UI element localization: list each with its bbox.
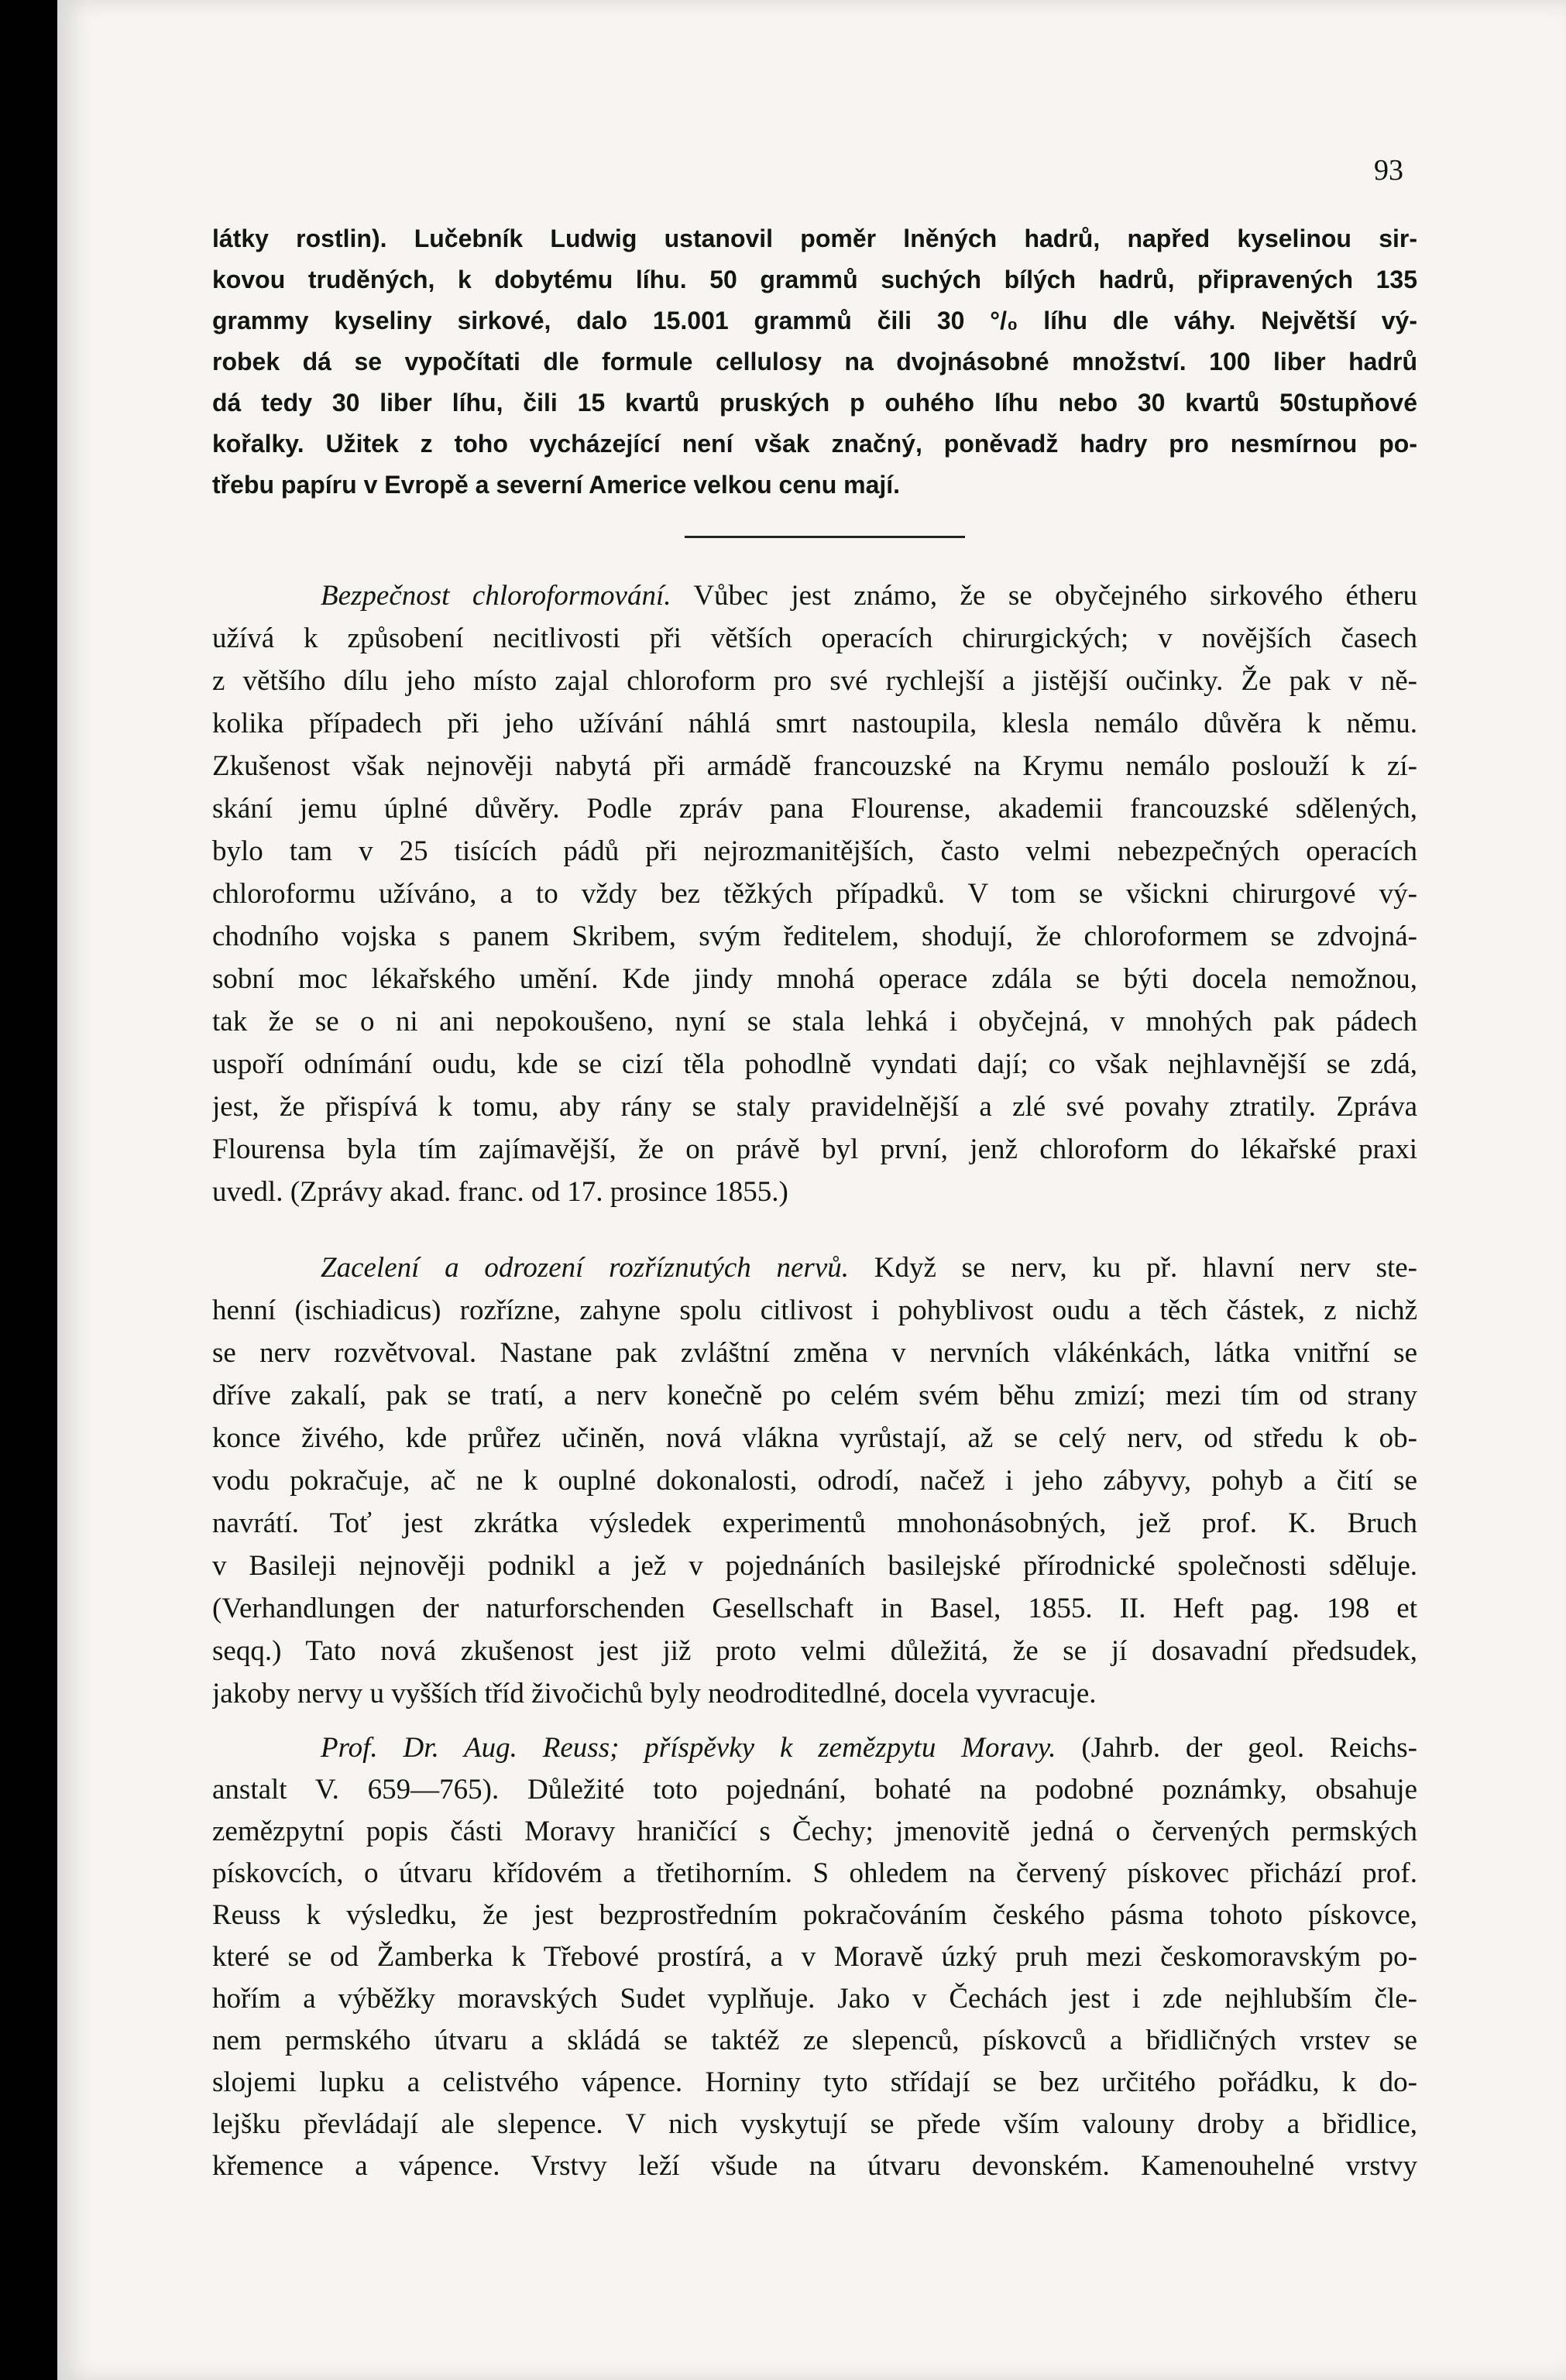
text-line: bylo tam v 25 tisících pádů při nejrozmanitějších, často velmi nebezpečných operacích — [212, 835, 1417, 867]
text-line: grammy kyseliny sirkové, dalo 15.001 grammů čili 30 °/₀ líhu dle váhy. Největší vý- — [212, 307, 1417, 334]
text-line: pískovcích, o útvaru křídovém a třetihorním. S ohledem na červený pískovec přichází prof. — [212, 1857, 1417, 1889]
text-line: nem permského útvaru a skládá se taktéž ze slepenců, pískovců a břidličných vrstev se — [212, 2025, 1417, 2056]
text-line: Zkušenost však nejnověji nabytá při armádě francouzské na Krymu nemálo poslouží k zí- — [212, 750, 1417, 782]
text-line — [212, 1727, 1417, 1768]
text-line: uspoří odnímání oudu, kde se cizí těla pohodlně vyndati dají; co však nejhlavnější se zdá, — [212, 1048, 1417, 1080]
text-line: konce živého, kde průřez učiněn, nová vlákna vyrůstají, až se celý nerv, od středu k ob- — [212, 1422, 1417, 1454]
paragraph-nervy — [212, 1247, 1417, 1715]
text-line: které se od Žamberka k Třebové prostírá, a v Moravě úzký pruh mezi českomoravským po- — [212, 1941, 1417, 1973]
text-line: robek dá se vypočítati dle formule cellulosy na dvojnásobné množství. 100 liber hadrů — [212, 348, 1417, 376]
text-line: z většího dílu jeho místo zajal chloroform pro své rychlejší a jistější oučinky. Že pak v ně- — [212, 665, 1417, 697]
paragraph-reuss — [212, 1727, 1417, 2186]
text-line: křemence a vápence. Vrstvy leží všude na útvaru devonském. Kamenouhelné vrstvy — [212, 2150, 1417, 2182]
section-title: Bezpečnost chloroformování. — [321, 580, 671, 612]
text-line: dá tedy 30 liber líhu, čili 15 kvartů pruských p ouhého líhu nebo 30 kvartů 50stupňové — [212, 389, 1417, 417]
page — [57, 0, 1566, 2380]
text-line-rest: Vůbec jest známo, že se obyčejného sirkového étheru — [693, 580, 1417, 612]
text-line: kovou truděných, k dobytému líhu. 50 grammů suchých bílých hadrů, připravených 135 — [212, 266, 1417, 293]
text-line: skání jemu úplné důvěry. Podle zpráv pana Flourense, akademii francouzské sdělených, — [212, 793, 1417, 825]
text-line: anstalt V. 659—765). Důležité toto pojednání, bohaté na podobné poznámky, obsahuje — [212, 1774, 1417, 1806]
text-line: jest, že přispívá k tomu, aby rány se staly pravidelnější a zlé své povahy ztratily. Zpráva — [212, 1091, 1417, 1123]
text-line: se nerv rozvětvoval. Nastane pak zvláštní změna v nervních vlákénkách, látka vnitřní se — [212, 1337, 1417, 1369]
text-line: slojemi lupku a celistvého vápence. Horniny tyto střídají se bez určitého pořádku, k do- — [212, 2066, 1417, 2098]
text-line-rest: Když se nerv, ku př. hlavní nerv ste- — [874, 1252, 1417, 1284]
text-line: kolika případech při jeho užívání náhlá smrt nastoupila, klesla nemálo důvěra k němu. — [212, 708, 1417, 739]
text-line: chodního vojska s panem Skribem, svým ředitelem, shodují, že chloroformem se zdvojná- — [212, 921, 1417, 952]
text-line: uvedl. (Zprávy akad. franc. od 17. prosince 1855.) — [212, 1176, 788, 1208]
text-line: (Verhandlungen der naturforschenden Gesellschaft in Basel, 1855. II. Heft pag. 198 et — [212, 1593, 1417, 1624]
text-line: v Basileji nejnověji podnikl a jež v pojednáních basilejské přírodnické společnosti sděluje. — [212, 1550, 1417, 1582]
text-line: hořím a výběžky moravských Sudet vyplňuje. Jako v Čechách jest i zde nejhlubším čle- — [212, 1983, 1417, 2015]
text-line: henní (ischiadicus) rozřízne, zahyne spolu citlivost i pohyblivost oudu a těch částek, z nichž — [212, 1295, 1417, 1326]
section-title: Prof. Dr. Aug. Reuss; příspěvky k zemězpytu Moravy. — [321, 1732, 1056, 1764]
text-line: kořalky. Užitek z toho vycházející není však značný, poněvadž hadry pro nesmírnou po- — [212, 430, 1417, 458]
text-line: lejšku převládají ale slepence. V nich vyskytují se přede vším valouny droby a břidlice, — [212, 2108, 1417, 2140]
text-line: třebu papíru v Evropě a severní Americe velkou cenu mají. — [212, 471, 901, 499]
paragraph-chloroform — [212, 574, 1417, 1213]
text-line: sobní moc lékařského umění. Kde jindy mnohá operace zdála se býti docela nemožnou, — [212, 963, 1417, 995]
text-line: seqq.) Tato nová zkušenost jest již proto velmi důležitá, že se jí dosavadní předsudek, — [212, 1635, 1417, 1667]
text-line: Flourensa byla tím zajímavější, že on právě byl první, jenž chloroform do lékařské praxi — [212, 1133, 1417, 1165]
section-title: Zacelení a odrození rozříznutých nervů. — [321, 1252, 850, 1284]
text-line: zemězpytní popis části Moravy hraničící s Čechy; jmenovitě jedná o červených permských — [212, 1816, 1417, 1847]
text-line: tak že se o ni ani nepokoušeno, nyní se stala lehká i obyčejná, v mnohých pak pádech — [212, 1006, 1417, 1037]
text-line: jakoby nervy u vyšších tříd živočichů byly neodroditedlné, docela vyvracuje. — [212, 1678, 1097, 1710]
text-line: vodu pokračuje, ač ne k ouplné dokonalosti, odrodí, načež i jeho zábyvy, pohyb a čití se — [212, 1465, 1417, 1497]
section-divider — [685, 536, 965, 538]
text-line: chloroformu užíváno, a to vždy bez těžkých případků. V tom se všickni chirurgové vý- — [212, 878, 1417, 910]
text-line-rest: (Jahrb. der geol. Reichs- — [1081, 1732, 1417, 1764]
text-line: užívá k způsobení necitlivosti při větších operacích chirurgických; v novějších časech — [212, 622, 1417, 654]
text-line: látky rostlin). Lučebník Ludwig ustanovil poměr lněných hadrů, napřed kyselinou sir- — [212, 225, 1417, 252]
paragraph-latky-rostlin — [212, 218, 1417, 506]
text-line: dříve zakalí, pak se tratí, a nerv konečně po celém svém běhu zmizí; mezi tím od strany — [212, 1380, 1417, 1411]
text-line: navrátí. Toť jest zkrátka výsledek experimentů mnohonásobných, jež prof. K. Bruch — [212, 1507, 1417, 1539]
text-line: Reuss k výsledku, že jest bezprostředním pokračováním českého pásma tohoto pískovce, — [212, 1899, 1417, 1931]
text-line — [212, 574, 1417, 617]
text-line — [212, 1247, 1417, 1289]
page-number: 93 — [1374, 154, 1403, 187]
